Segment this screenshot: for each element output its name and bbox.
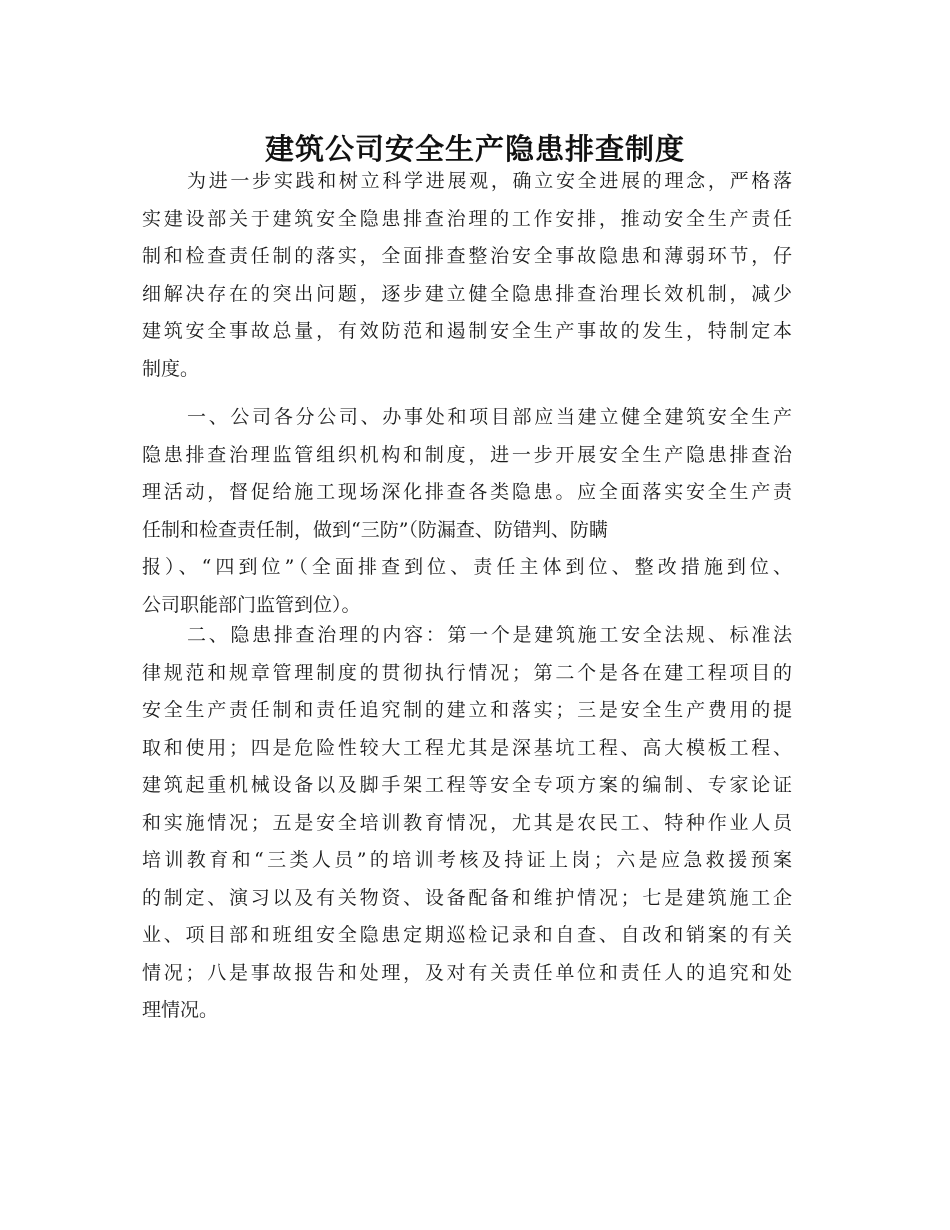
paragraph-line: 二、隐患排查治理的内容：第一个是建筑施工安全法规、标准法: [187, 624, 792, 646]
paragraph-line: 安全生产责任制和责任追究制的建立和落实；三是安全生产费用的提: [142, 699, 792, 721]
paragraph-section-1: [142, 399, 792, 624]
paragraph-line: 细解决存在的突出问题，逐步建立健全隐患排查治理长效机制，减少: [142, 282, 792, 305]
paragraph-intro: [142, 163, 792, 388]
paragraph-line: 一、公司各分公司、办事处和项目部应当建立健全建筑安全生产: [187, 406, 792, 428]
paragraph-line: 培训教育和“三类人员”的培训考核及持证上岗；六是应急救援预案: [142, 849, 792, 871]
paragraph-line: 报）、“四到位”（全面排查到位、责任主体到位、整改措施到位、: [142, 556, 792, 578]
paragraph-line: 律规范和规章管理制度的贯彻执行情况；第二个是各在建工程项目的: [142, 661, 792, 684]
paragraph-line: 取和使用；四是危险性较大工程尤其是深基坑工程、高大模板工程、: [142, 736, 792, 759]
paragraph-line: 制度。: [142, 357, 200, 380]
paragraph-line: 和实施情况；五是安全培训教育情况，尤其是农民工、特种作业人员: [142, 811, 792, 834]
document-title: 建筑公司安全生产隐患排查制度: [264, 132, 685, 167]
paragraph-line: 理活动，督促给施工现场深化排查各类隐患。应全面落实安全生产责: [142, 481, 792, 503]
paragraph-line: 为进一步实践和树立科学进展观，确立安全进展的理念，严格落: [187, 170, 792, 192]
paragraph-line: 公司职能部门监管到位）。: [142, 593, 361, 616]
paragraph-line: 任制和检查责任制，做到“三防”（防漏查、防错判、防瞒: [142, 518, 608, 541]
paragraph-line: 建筑安全事故总量，有效防范和遏制安全生产事故的发生，特制定本: [142, 320, 792, 342]
paragraph-line: 情况；八是事故报告和处理，及对有关责任单位和责任人的追究和处: [142, 961, 792, 984]
paragraph-line: 实建设部关于建筑安全隐患排查治理的工作安排，推动安全生产责任: [142, 207, 792, 230]
paragraph-line: 的制定、演习以及有关物资、设备配备和维护情况；七是建筑施工企: [142, 886, 792, 909]
paragraph-line: 隐患排查治理监管组织机构和制度，进一步开展安全生产隐患排查治: [142, 443, 792, 466]
paragraph-section-2: [142, 617, 792, 1030]
paragraph-line: 制和检查责任制的落实，全面排查整治安全事故隐患和薄弱环节，仔: [142, 245, 792, 267]
paragraph-line: 业、项目部和班组安全隐患定期巡检记录和自查、自改和销案的有关: [142, 924, 792, 946]
paragraph-line: 建筑起重机械设备以及脚手架工程等安全专项方案的编制、专家论证: [142, 774, 792, 796]
paragraph-line: 理情况。: [142, 999, 219, 1021]
